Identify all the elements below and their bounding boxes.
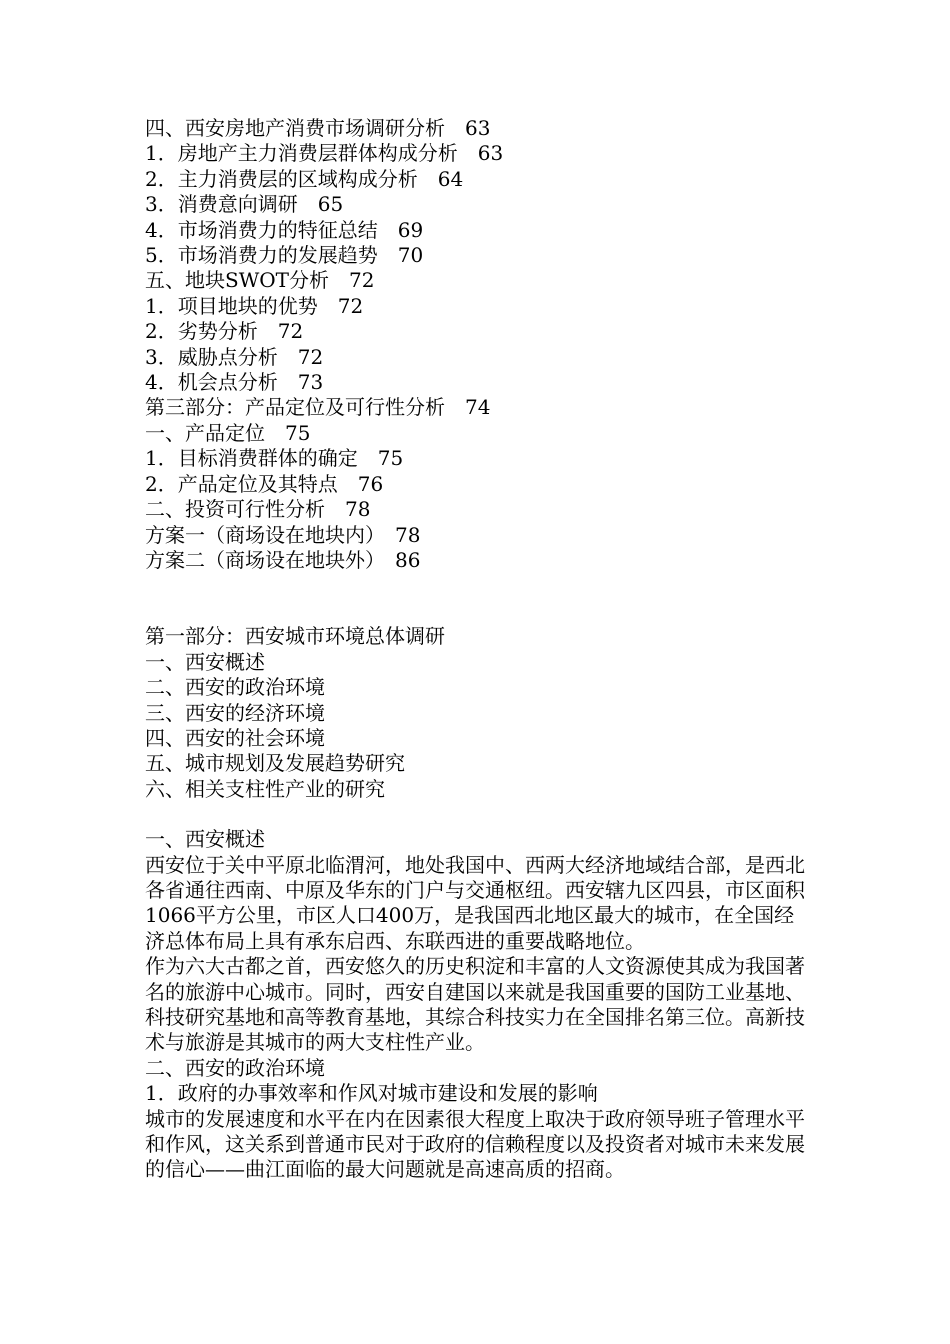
- section-item: 三、西安的经济环境: [145, 700, 325, 725]
- section-item: 二、西安的政治环境: [145, 675, 325, 700]
- toc-line: 一、产品定位 75: [145, 420, 311, 445]
- spacer: [145, 802, 810, 827]
- section-item: 五、城市规划及发展趋势研究: [145, 751, 405, 776]
- section-item: 一、西安概述: [145, 649, 265, 674]
- subsection-heading: 1．政府的办事效率和作风对城市建设和发展的影响: [145, 1081, 598, 1106]
- part1-outline: [145, 624, 810, 802]
- paragraph: 城市的发展速度和水平在内在因素很大程度上取决于政府领导班子管理水平和作风，这关系到普通市民对于政府的信赖程度以及投资者对城市未来发展的信心——曲江面临的最大问题就是高速高质的招商。: [145, 1106, 805, 1182]
- toc-line: 方案二（商场设在地块外） 86: [145, 547, 421, 572]
- document-page: [145, 116, 810, 1183]
- toc-line: 2．主力消费层的区域构成分析 64: [145, 166, 464, 191]
- toc-line: 3．消费意向调研 65: [145, 192, 344, 217]
- toc-line: 1．房地产主力消费层群体构成分析 63: [145, 141, 504, 166]
- toc-line: 五、地块SWOT分析 72: [145, 268, 375, 293]
- section-heading: 一、西安概述: [145, 827, 265, 852]
- table-of-contents: [145, 116, 810, 573]
- toc-line: 4．机会点分析 73: [145, 370, 324, 395]
- toc-line: 1．项目地块的优势 72: [145, 293, 364, 318]
- spacer: [145, 573, 810, 624]
- section-item: 四、西安的社会环境: [145, 725, 325, 750]
- toc-line: 5．市场消费力的发展趋势 70: [145, 243, 424, 268]
- body-text: [145, 827, 810, 1183]
- toc-line: 4．市场消费力的特征总结 69: [145, 217, 424, 242]
- section-heading: 二、西安的政治环境: [145, 1055, 325, 1080]
- toc-line: 3．威胁点分析 72: [145, 344, 324, 369]
- part-title: 第一部分：西安城市环境总体调研: [145, 624, 445, 649]
- toc-line: 2．产品定位及其特点 76: [145, 471, 384, 496]
- paragraph: 作为六大古都之首，西安悠久的历史积淀和丰富的人文资源使其成为我国著名的旅游中心城市。同时，西安自建国以来就是我国重要的国防工业基地、科技研究基地和高等教育基地，其综合科技实力在全国排名第三位。高新技术与旅游是其城市的两大支柱性产业。: [145, 954, 805, 1055]
- toc-line: 方案一（商场设在地块内） 78: [145, 522, 421, 547]
- toc-line: 1．目标消费群体的确定 75: [145, 446, 404, 471]
- toc-line: 2．劣势分析 72: [145, 319, 304, 344]
- toc-line: 二、投资可行性分析 78: [145, 497, 371, 522]
- section-item: 六、相关支柱性产业的研究: [145, 776, 385, 801]
- paragraph: 西安位于关中平原北临渭河，地处我国中、西两大经济地域结合部，是西北各省通往西南、中原及华东的门户与交通枢纽。西安辖九区四县，市区面积1066平方公里，市区人口400万，是我国西北地区最大的城市，在全国经济总体布局上具有承东启西、东联西进的重要战略地位。: [145, 852, 805, 953]
- toc-line: 第三部分：产品定位及可行性分析 74: [145, 395, 491, 420]
- toc-line: 四、西安房地产消费市场调研分析 63: [145, 116, 491, 140]
